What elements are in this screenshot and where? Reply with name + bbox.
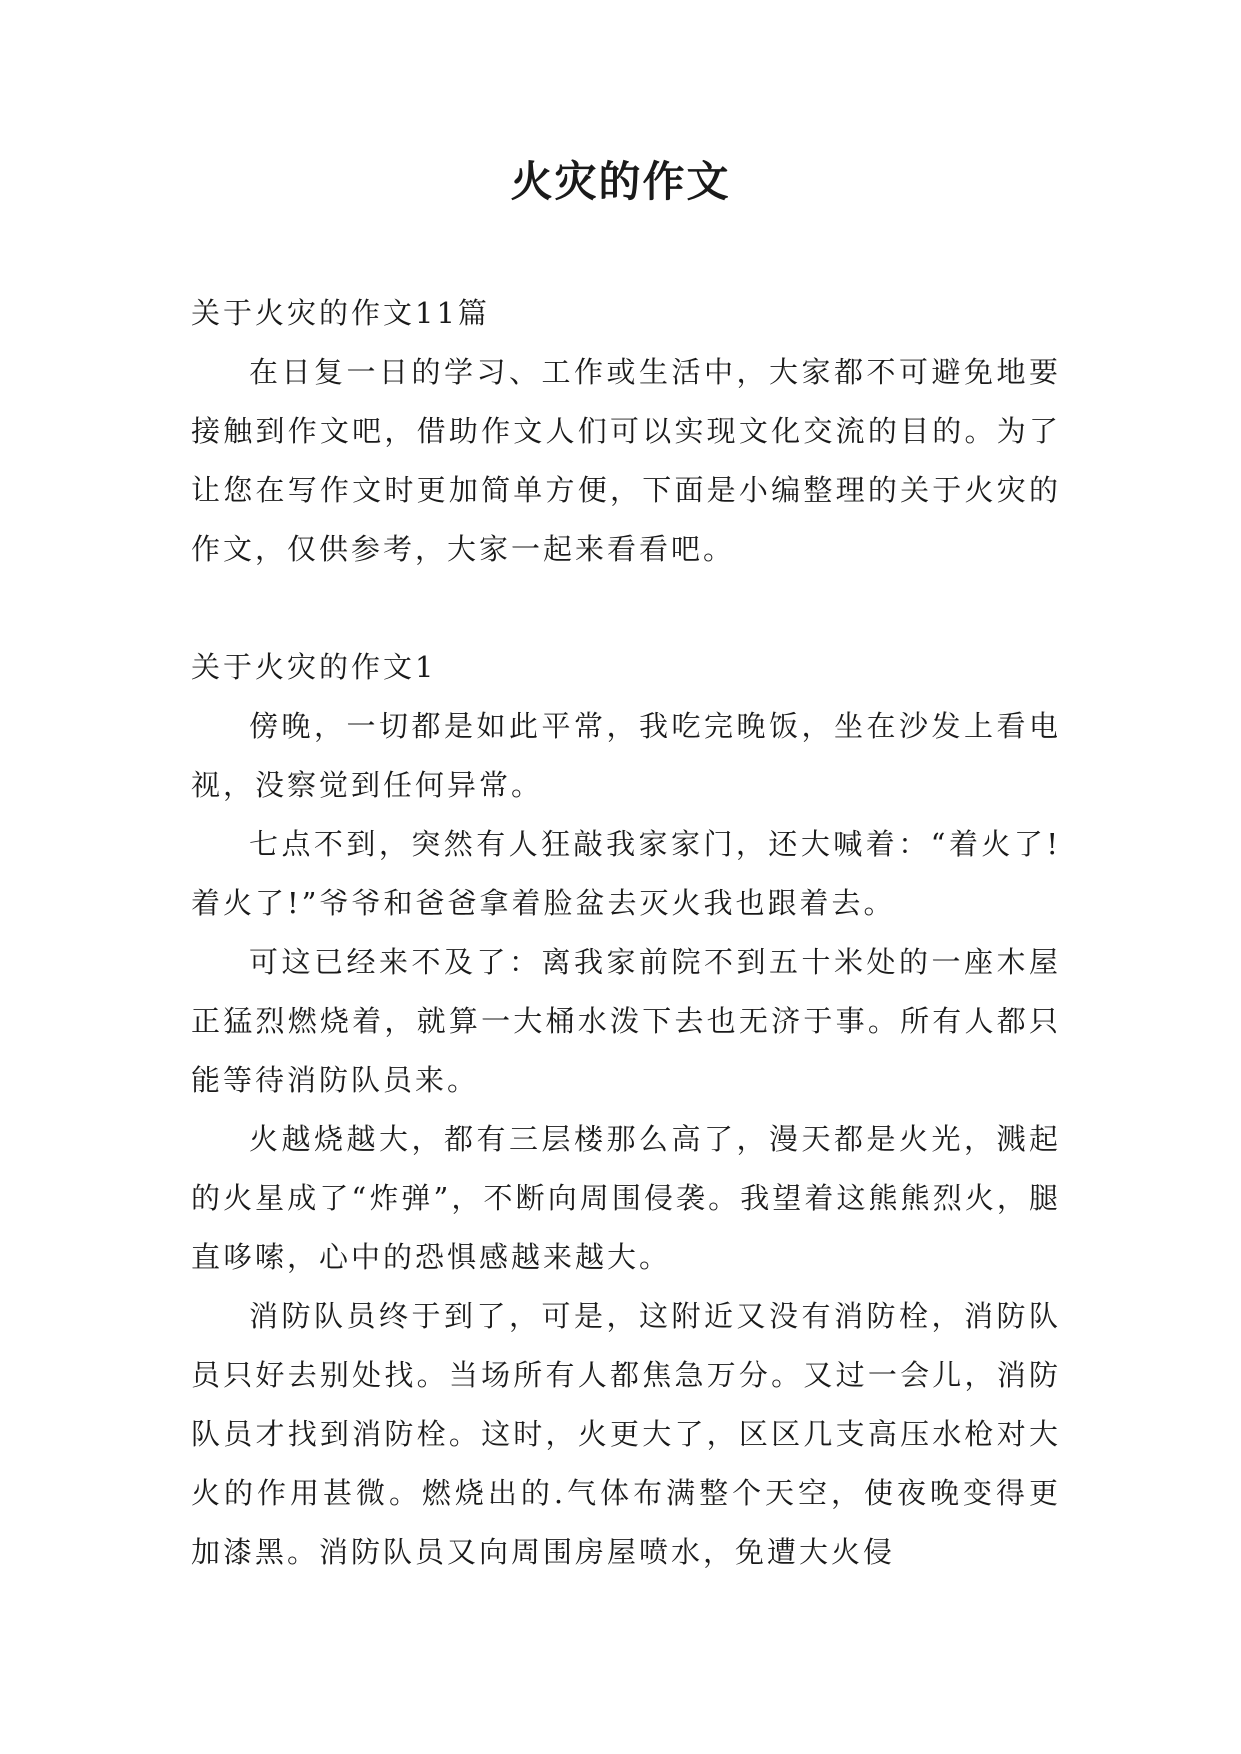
body-paragraph: 火越烧越大，都有三层楼那么高了，漫天都是火光，溅起的火星成了“炸弹”，不断向周围侵袭。我望着这熊熊烈火，腿直哆嗦，心中的恐惧感越来越大。 bbox=[191, 1122, 1061, 1274]
intro-paragraph: 在日复一日的学习、工作或生活中，大家都不可避免地要接触到作文吧，借助作文人们可以实现文化交流的目的。为了让您在写作文时更加简单方便，下面是小编整理的关于火灾的作文，仅供参考，大家一起来看看吧。 bbox=[191, 355, 1061, 566]
body-paragraph: 消防队员终于到了，可是，这附近又没有消防栓，消防队员只好去别处找。当场所有人都焦急万分。又过一会儿，消防队员才找到消防栓。这时，火更大了，区区几支高压水枪对大火的作用甚微。燃烧出的.气体布满整个天空，使夜晚变得更加漆黑。消防队员又向周围房屋喷水，免遭大火侵 bbox=[191, 1299, 1061, 1569]
body-paragraph: 可这已经来不及了：离我家前院不到五十米处的一座木屋正猛烈燃烧着，就算一大桶水泼下去也无济于事。所有人都只能等待消防队员来。 bbox=[191, 945, 1061, 1097]
body-paragraph: 傍晚，一切都是如此平常，我吃完晚饭，坐在沙发上看电视，没察觉到任何异常。 bbox=[191, 709, 1061, 802]
body-paragraph: 七点不到，突然有人狂敲我家家门，还大喊着：“着火了!着火了!”爷爷和爸爸拿着脸盆去灭火我也跟着去。 bbox=[191, 827, 1061, 920]
section-heading: 关于火灾的作文1 bbox=[191, 650, 437, 684]
section-spacer bbox=[191, 579, 1061, 638]
document-title: 火灾的作文 bbox=[510, 157, 731, 206]
intro-heading: 关于火灾的作文11篇 bbox=[191, 296, 490, 330]
document-body bbox=[191, 284, 1061, 1582]
